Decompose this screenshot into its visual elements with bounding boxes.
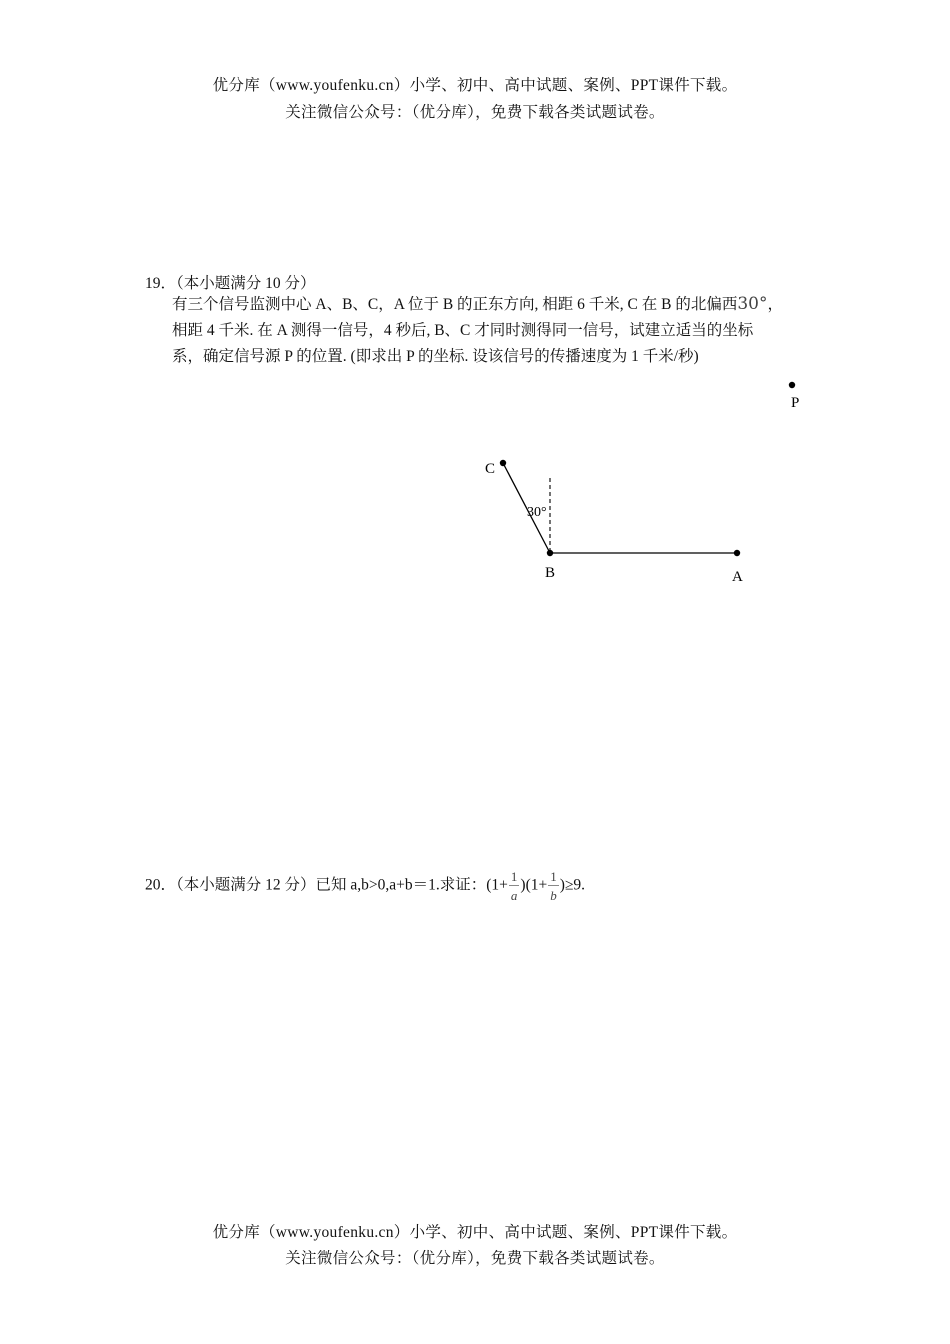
fraction-1-over-a (509, 870, 520, 902)
label-p: P (791, 395, 800, 411)
label-c: C (485, 461, 496, 477)
question-19-line-3: 系，确定信号源 P 的位置. (即求出 P 的坐标. 设该信号的传播速度为 1 千米/秒) (172, 348, 699, 365)
question-19-text-1: 有三个信号监测中心 A、B、C，A 位于 B 的正东方向, 相距 6 千米, C 在 B 的北偏西 (172, 296, 738, 313)
footer-line-2: 关注微信公众号：（优分库），免费下载各类试题试卷。 (285, 1250, 665, 1267)
question-19-line-2: 相距 4 千米. 在 A 测得一信号，4 秒后, B、C 才同时测得同一信号，试建立适当的坐标 (172, 322, 754, 339)
fraction-1-numerator: 1 (510, 869, 518, 884)
point-a (734, 550, 740, 556)
question-20-prefix: 20．（本小题满分 12 分）已知 a,b>0,a+b＝1.求证：(1+ (145, 876, 508, 894)
angle-value: 30° (737, 294, 768, 314)
point-p (789, 382, 795, 388)
label-b: B (545, 565, 556, 581)
header-line-2: 关注微信公众号：（优分库），免费下载各类试题试卷。 (285, 104, 665, 121)
header-line-1: 优分库（www.youfenku.cn）小学、初中、高中试题、案例、PPT课件下载。 (212, 77, 738, 94)
point-c (500, 460, 506, 466)
question-20-mid: )(1+ (520, 876, 548, 894)
angle-label: 30° (527, 505, 547, 520)
question-20 (145, 870, 585, 902)
fraction-1-denominator: a (510, 888, 518, 903)
footer-line-1: 优分库（www.youfenku.cn）小学、初中、高中试题、案例、PPT课件下载。 (212, 1224, 738, 1241)
fraction-2-numerator: 1 (550, 869, 557, 884)
question-19-comma: ， (767, 296, 784, 313)
label-a: A (732, 569, 743, 585)
question-19-title: 19．（本小题满分 10 分） (145, 275, 316, 292)
question-20-suffix: )≥9. (559, 876, 586, 894)
point-b (547, 550, 553, 556)
fraction-2-denominator: b (550, 888, 557, 903)
fraction-1-over-b (548, 870, 559, 902)
